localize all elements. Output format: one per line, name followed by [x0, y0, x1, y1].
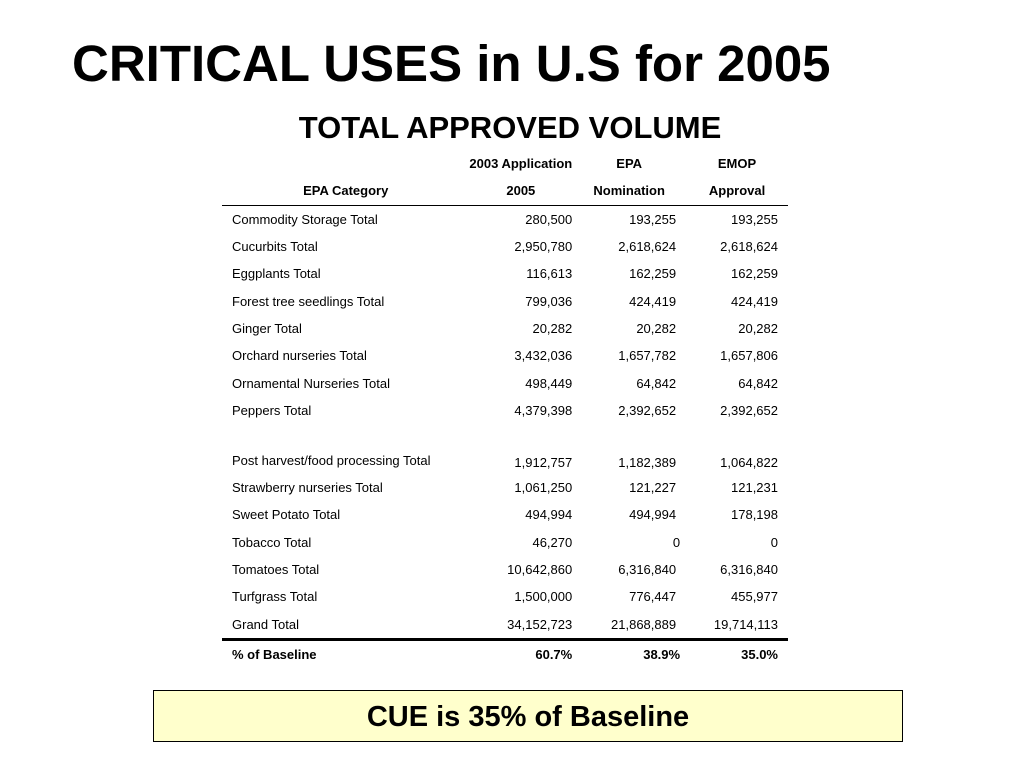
table-row: [222, 315, 788, 342]
grand-total-row: [222, 610, 788, 639]
header-cell: EPA: [616, 156, 643, 172]
value-cell: 2,950,780: [514, 239, 573, 255]
value-cell: 121,231: [731, 480, 778, 496]
category-cell: Commodity Storage Total: [232, 211, 378, 227]
baseline-row: [222, 639, 788, 668]
value-cell: 1,182,389: [618, 454, 677, 470]
category-cell: Post harvest/food processing Total: [232, 452, 431, 468]
value-cell: 280,500: [525, 211, 573, 227]
category-cell: Eggplants Total: [232, 266, 321, 282]
value-cell: 494,994: [525, 507, 573, 523]
header-cell: 2005: [469, 177, 572, 205]
value-cell: 64,842: [636, 375, 677, 391]
table-row: [222, 529, 788, 556]
header-cell: 2003 Application: [469, 156, 573, 172]
value-cell: 46,270: [532, 534, 573, 550]
header-cell: EMOP: [717, 156, 757, 172]
value-cell: 4,379,398: [514, 402, 573, 418]
baseline-value: 38.9%: [643, 646, 681, 662]
table-header-row: [222, 177, 788, 205]
value-cell: 1,061,250: [514, 480, 573, 496]
value-cell: 20,282: [532, 320, 573, 336]
value-cell: 776,447: [629, 589, 677, 605]
baseline-value: 60.7%: [535, 646, 573, 662]
value-cell: 19,714,113: [686, 610, 788, 639]
table-row: [222, 583, 788, 610]
value-cell: 162,259: [731, 266, 778, 282]
value-cell: 2,618,624: [720, 239, 778, 255]
value-cell: 0: [770, 534, 778, 550]
slide-title: CRITICAL USES in U.S for 2005: [72, 35, 831, 92]
value-cell: 121,227: [629, 480, 677, 496]
value-cell: 494,994: [629, 507, 677, 523]
category-cell: Peppers Total: [232, 402, 312, 418]
category-cell: Ornamental Nurseries Total: [232, 375, 390, 391]
value-cell: 2,618,624: [618, 239, 677, 255]
value-cell: 3,432,036: [514, 348, 573, 364]
header-cell: [222, 150, 469, 177]
value-cell: 162,259: [629, 266, 677, 282]
value-cell: 455,977: [731, 589, 778, 605]
category-cell: Orchard nurseries Total: [232, 348, 367, 364]
table-row: [222, 501, 788, 528]
value-cell: 116,613: [526, 266, 573, 282]
value-cell: 1,500,000: [514, 589, 573, 605]
table-row: [222, 556, 788, 583]
category-cell: Sweet Potato Total: [232, 507, 341, 523]
category-cell: Cucurbits Total: [232, 239, 318, 255]
value-cell: 0: [672, 534, 681, 550]
value-cell: 21,868,889: [572, 610, 686, 639]
category-cell: Grand Total: [222, 610, 469, 639]
value-cell: 193,255: [629, 211, 677, 227]
category-cell: Turfgrass Total: [232, 589, 318, 605]
baseline-value: 35.0%: [741, 646, 778, 662]
table-row: [222, 474, 788, 501]
value-cell: 1,657,782: [618, 348, 677, 364]
value-cell: 799,036: [525, 293, 573, 309]
category-cell: Tomatoes Total: [232, 562, 320, 577]
slide-subtitle: TOTAL APPROVED VOLUME: [298, 110, 722, 145]
cue-callout-box: CUE is 35% of Baseline: [153, 690, 903, 742]
table-row: [222, 287, 788, 314]
category-cell: Ginger Total: [232, 320, 302, 336]
value-cell: 6,316,840: [618, 562, 677, 577]
table-row: [222, 205, 788, 233]
value-cell: 2,392,652: [618, 402, 677, 418]
table-row: [222, 260, 788, 287]
category-cell: Forest tree seedlings Total: [232, 293, 385, 309]
baseline-label: % of Baseline: [232, 646, 317, 662]
critical-uses-table: [222, 150, 788, 668]
value-cell: 178,198: [731, 507, 778, 523]
value-cell: 1,657,806: [720, 348, 778, 364]
value-cell: 20,282: [636, 320, 677, 336]
value-cell: 1,064,822: [720, 454, 778, 470]
table-row: [222, 342, 788, 369]
value-cell: 6,316,840: [720, 562, 778, 577]
value-cell: 193,255: [731, 211, 778, 227]
value-cell: 10,642,860: [507, 562, 573, 577]
category-cell: Strawberry nurseries Total: [232, 480, 383, 496]
value-cell: 1,912,757: [514, 454, 573, 470]
table-header-row: [222, 150, 788, 177]
category-cell: Tobacco Total: [232, 534, 312, 550]
header-cell: EPA Category: [222, 177, 469, 205]
header-cell: Nomination: [572, 177, 686, 205]
table-row: [222, 424, 788, 474]
value-cell: 498,449: [525, 375, 573, 391]
header-cell: Approval: [686, 177, 788, 205]
value-cell: 424,419: [731, 293, 778, 309]
table-row: [222, 233, 788, 260]
value-cell: 34,152,723: [469, 610, 572, 639]
value-cell: 20,282: [738, 320, 778, 336]
table-row: [222, 369, 788, 396]
value-cell: 64,842: [738, 375, 778, 391]
value-cell: 2,392,652: [720, 402, 778, 418]
value-cell: 424,419: [629, 293, 677, 309]
table-row: [222, 397, 788, 424]
